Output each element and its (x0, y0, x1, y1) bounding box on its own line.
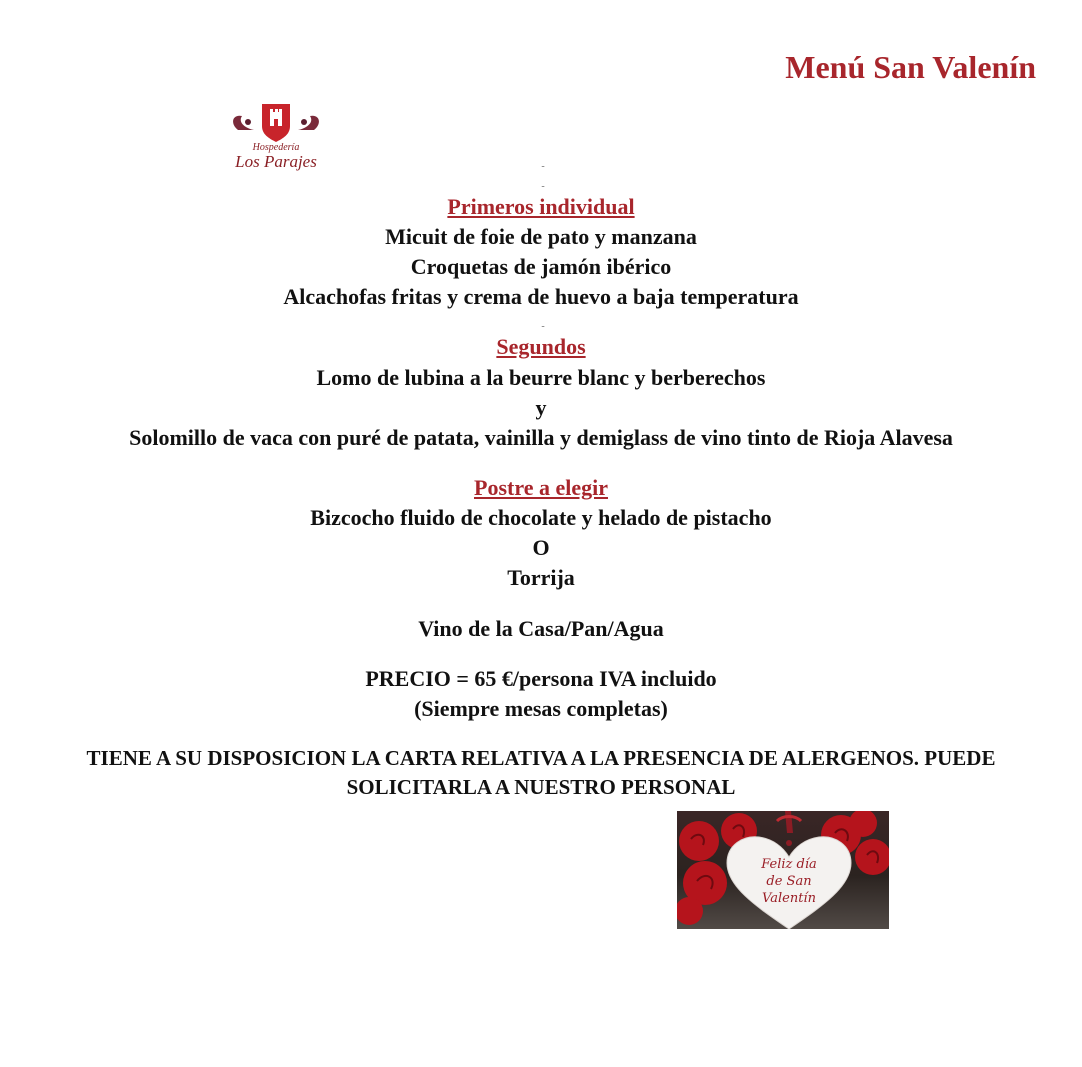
promo-text-line3: Valentín (762, 891, 816, 906)
dash-marker: - (541, 161, 545, 172)
menu-item: Croquetas de jamón ibérico (410, 254, 672, 279)
logo-text-bottom: Los Parajes (235, 152, 317, 171)
logo-text-top: Hospedería (252, 142, 300, 153)
menu-item: Bizcocho fluido de chocolate y helado de pistacho (310, 505, 772, 530)
allergen-notice-line2: SOLICITARLA A NUESTRO PERSONAL (346, 775, 736, 799)
price-note: (Siempre mesas completas) (414, 696, 668, 721)
dash-marker: - (541, 181, 545, 192)
menu-item: Torrija (507, 565, 575, 590)
menu-item: Micuit de foie de pato y manzana (385, 224, 697, 249)
primeros-heading: Primeros individual (447, 194, 635, 219)
menu-item: Solomillo de vaca con puré de patata, vainilla y demiglass de vino tinto de Rioja Alavesa (129, 425, 953, 450)
crest-icon (228, 100, 324, 148)
allergen-notice-line1: TIENE A SU DISPOSICION LA CARTA RELATIVA A LA PRESENCIA DE ALERGENOS. PUEDE (86, 746, 996, 770)
menu-connector: O (532, 535, 550, 560)
menu-title: Menú San Valenín (785, 49, 1036, 85)
hospederia-logo (228, 100, 324, 176)
promo-text-line2: de San (766, 874, 812, 889)
menu-item: Lomo de lubina a la beurre blanc y berberechos (316, 365, 766, 390)
menu-item: Alcachofas fritas y crema de huevo a baja temperatura (283, 284, 799, 309)
promo-text-line1: Feliz día (761, 857, 817, 872)
includes-text: Vino de la Casa/Pan/Agua (418, 616, 664, 641)
dash-marker: - (541, 321, 545, 332)
price-text: PRECIO = 65 €/persona IVA incluido (365, 666, 717, 691)
postre-heading: Postre a elegir (474, 475, 608, 500)
segundos-heading: Segundos (496, 334, 586, 359)
valentine-roses-image (677, 811, 889, 929)
menu-connector: y (535, 395, 547, 420)
